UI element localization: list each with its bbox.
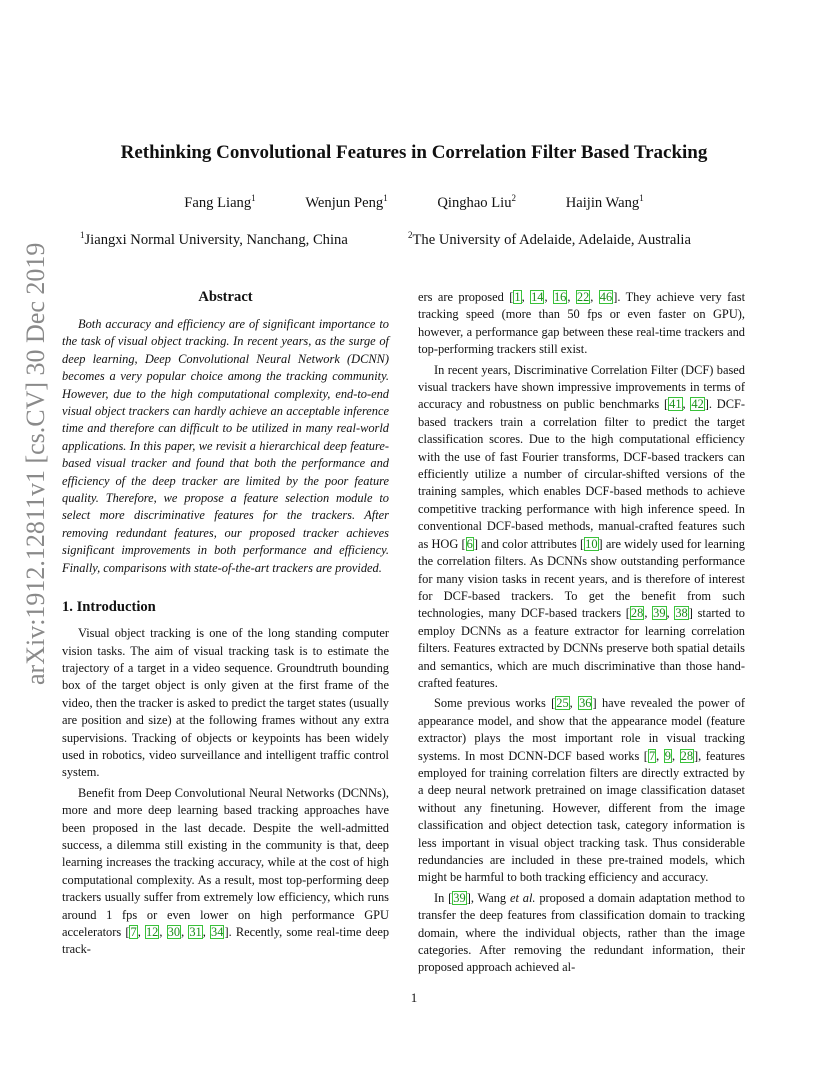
abstract-heading: Abstract [198,289,253,305]
citation-link[interactable]: 41 [669,397,682,412]
citation-link[interactable]: 30 [167,925,181,939]
citation-link[interactable]: 42 [691,397,704,412]
citation-link[interactable]: 9 [664,748,671,763]
citation-link[interactable]: 39 [653,606,666,621]
citation-link[interactable]: 28 [680,748,694,763]
author [305,195,387,212]
paper-title: Rethinking Convolutional Features in Correlation Filter Based Tracking [120,142,708,163]
abstract-text: Both accuracy and efficiency are of significant importance to the task of visual object tracking. In recent years, as the surge of deep learning, Deep Convolutional Neural Network (DCNN) becomes a very popular choice among the tracking community. However, due to the high computational complexity, end-to-end visual object trackers can hardly achieve an acceptable inference time and therefore can difficult to be utilized in many real-world applications. In this paper, we revisit a hierarchical deep feature-based visual tracker and found that both the performance and efficiency of the deep tracker are limited by the poor feature quality. Therefore, we propose a feature selection module to select more discriminative features for the trackers. After removing redundant features, our proposed tracker achieves significant improvements in both performance and efficiency. Finally, comparisons with state-of-the-art trackers are provided. [62,317,389,575]
paragraph-text: and color attributes [477,536,580,551]
author-affiliation-mark: 2 [511,193,517,204]
author [566,195,644,212]
affiliation-mark: 2 [408,230,413,241]
citation-link[interactable]: 28 [630,606,644,621]
author [184,195,255,212]
citation-link[interactable]: 46 [599,290,613,304]
paragraph: In recent years, Discriminative Correlation Filter (DCF) based visual trackers have shown impressive improvements in terms of accuracy and robustness on public benchmarks [41, 42]. DCF-based trackers train a correlation filter to predict the target classification scores. Due to the high computational efficiency with the use of fast Fourier transforms, DCF-based trackers can efficiently utilize a number of circular-shifted versions of the training samples, which enables DCF-based methods to achieve competitive tracking performance with high inference speed. In conventional DCF-based methods, manual-crafted features such as HOG [6] and color attributes [10] are widely used for learning the correlation filters. As DCNNs show outstanding performance for many vision tasks in recent years, and is therefore of interest for DCF-based trackers. To get the benefit from such technologies, many DCF-based trackers [28, 39, 38] started to employ DCNNs as a feature extractor for learning correlation filters. Features extracted by DCNNs preserve both spatial details and semantics, which are much discriminative than those hand-crafted features. [418,362,745,690]
citation-link[interactable]: 25 [556,696,569,711]
citation-link[interactable]: 1 [514,290,521,304]
citation-link[interactable]: 22 [576,290,590,304]
citation-link[interactable]: 34 [211,925,224,939]
paragraph-text: proposed a domain adaptation method to transfer the deep features from classification domain to tracking domain, where the individual objects, rather than the image categories. After removing the redundant information, their proposed approach achieved al- [418,890,745,975]
affiliation-text: Jiangxi Normal University, Nanchang, China [84,232,348,248]
paragraph-text: started to employ DCNNs as a feature extractor for learning correlation filters. Features extracted by DCNNs preserve both spatial details and semantics, which are much discriminative than those hand-crafted features. [418,606,745,690]
left-column [62,288,389,959]
paragraph-text: , Wang [470,890,510,905]
author-affiliation-mark: 1 [383,193,388,204]
paragraph-text: are widely used for learning the correlation filters. As DCNNs show outstanding performance for many vision tasks in recent years, and is therefore of interest for DCF-based trackers. To get the benefit from such technologies, many DCF-based trackers [418,536,745,621]
citation-link[interactable]: 12 [145,925,159,939]
paragraph-text: , features employed for training correlation filters are directly extracted by a deep neural network pretrained on image classification dataset without any finetuning. However, different from the image classification and object detection task, category information is less important in visual object tracking task. Thus considerable redundancies are included in these pre-trained models, which might be harmful to both tracking efficiency and accuracy. [418,748,745,885]
citation-link[interactable]: 7 [130,925,137,939]
affiliation-mark: 1 [80,230,85,241]
citation-link[interactable]: 36 [579,696,592,711]
citation-link[interactable]: 10 [585,536,598,551]
citation-link[interactable]: 6 [466,536,473,551]
paragraph-text: . DCF-based trackers train a correlation filter to predict the target classification scores. Due to the high computational efficiency with the use of fast Fourier transforms, DCF-based trackers can efficiently utilize a number of circular-shifted versions of the training samples, which enables DCF-based methods to achieve competitive tracking performance with high inference speed. In conventional DCF-based methods, manual-crafted features such as HOG [418,397,745,551]
paragraph-text: ers are proposed [418,290,510,304]
paragraph-text: . They achieve very fast tracking speed (more than 50 fps or even faster on GPU), however, a performance gap between these real-time trackers and top-performing trackers still exist. [418,290,746,357]
citation-link[interactable]: 31 [189,925,202,939]
paragraph-text: Benefit from Deep Convolutional Neural Networks (DCNNs), more and more deep learning based tracking approaches have been proposed in the last decade. Despite the well-admitted success, a dilemma still existing in the community is that, deep learning increases the tracking accuracy, while at the cost of high computational complexity. As a result, most top-performing deep trackers usually suffer from extremely low efficiency, which runs around 1 fps or even lower on high performance GPU accelerators [62,785,389,939]
paragraph-text: In recent years, Discriminative Correlation Filter (DCF) based visual trackers have shown impressive improvements in terms of accuracy and robustness on public benchmarks [418,362,745,412]
author-name: Wenjun Peng [305,195,384,211]
paragraph: Visual object tracking is one of the long standing computer vision tasks. The aim of visual tracking task is to estimate the trajectory of a target in a video sequence. Groundtruth bounding box of the target object is only given at the first frame of the video, then the tracker is asked to predict the target states (usually are position and size) at the following frames without any extra supervisions. Tracking of objects or keypoints has been widely used in robotics, video surveillance and intelligent traffic control system. [62,626,389,780]
arxiv-stamp: arXiv:1912.12811v1 [cs.CV] 30 Dec 2019 [21,242,50,685]
citation-link[interactable]: 14 [531,290,544,304]
citation-link[interactable]: 38 [675,606,688,621]
citation-link[interactable]: 39 [453,890,466,905]
citation-link[interactable]: 16 [553,290,567,304]
author-name: Fang Liang [184,195,252,211]
author-name: Qinghao Liu [437,195,512,211]
author-affiliation-mark: 1 [251,193,256,204]
affiliation [80,232,348,249]
author [437,195,516,212]
paragraph-text: . Recently, some real-time deep track- [62,925,390,957]
affiliation [408,232,691,249]
et-al: et al. [509,890,536,905]
section-heading-introduction: 1. Introduction [62,599,156,616]
author-name: Haijin Wang [565,195,640,211]
paragraph: Benefit from Deep Convolutional Neural Networks (DCNNs), more and more deep learning based tracking approaches have been proposed in the last decade. Despite the well-admitted success, a dilemma still existing in the community is that, deep learning increases the tracking accuracy, while at the cost of high computational complexity. As a result, most top-performing deep trackers usually suffer from extremely low efficiency, which runs around 1 fps or even lower on high performance GPU accelerators [7, 12, 30, 31, 34]. Recently, some real-time deep track- [62,785,390,957]
right-column [418,289,745,977]
paragraph-text: In [434,890,449,905]
paragraph-text: Some previous works [434,696,552,711]
paragraph-text: have revealed the power of appearance model, and show that the appearance model (feature extractor) plays the most important role in visual tracking systems. In most DCNN-DCF based works [418,696,745,763]
page-number: 1 [410,990,418,1005]
affiliation-text: The University of Adelaide, Adelaide, Australia [412,232,691,248]
paragraph: In [39], Wang et al. proposed a domain adaptation method to transfer the deep features from classification domain to tracking domain, where the individual objects, rather than the image categories. After removing the redundant information, their proposed approach achieved al- [418,890,745,975]
author-affiliation-mark: 1 [639,193,644,204]
paragraph: ers are proposed [1, 14, 16, 22, 46]. They achieve very fast tracking speed (more than 50 fps or even faster on GPU), however, a performance gap between these real-time trackers and top-performing trackers still exist. [418,290,746,357]
citation-link[interactable]: 7 [648,748,656,763]
author-list [60,195,768,212]
paragraph: Some previous works [25, 36] have revealed the power of appearance model, and show that the appearance model (feature extractor) plays the most important role in visual tracking systems. In most DCNN-DCF based works [7, 9, 28], features employed for training correlation filters are directly extracted by a deep neural network pretrained on image classification dataset without any finetuning. However, different from the image classification and object detection task, category information is less important in visual object tracking task. Thus considerable redundancies are included in these pre-trained models, which might be harmful to both tracking efficiency and accuracy. [418,696,745,885]
